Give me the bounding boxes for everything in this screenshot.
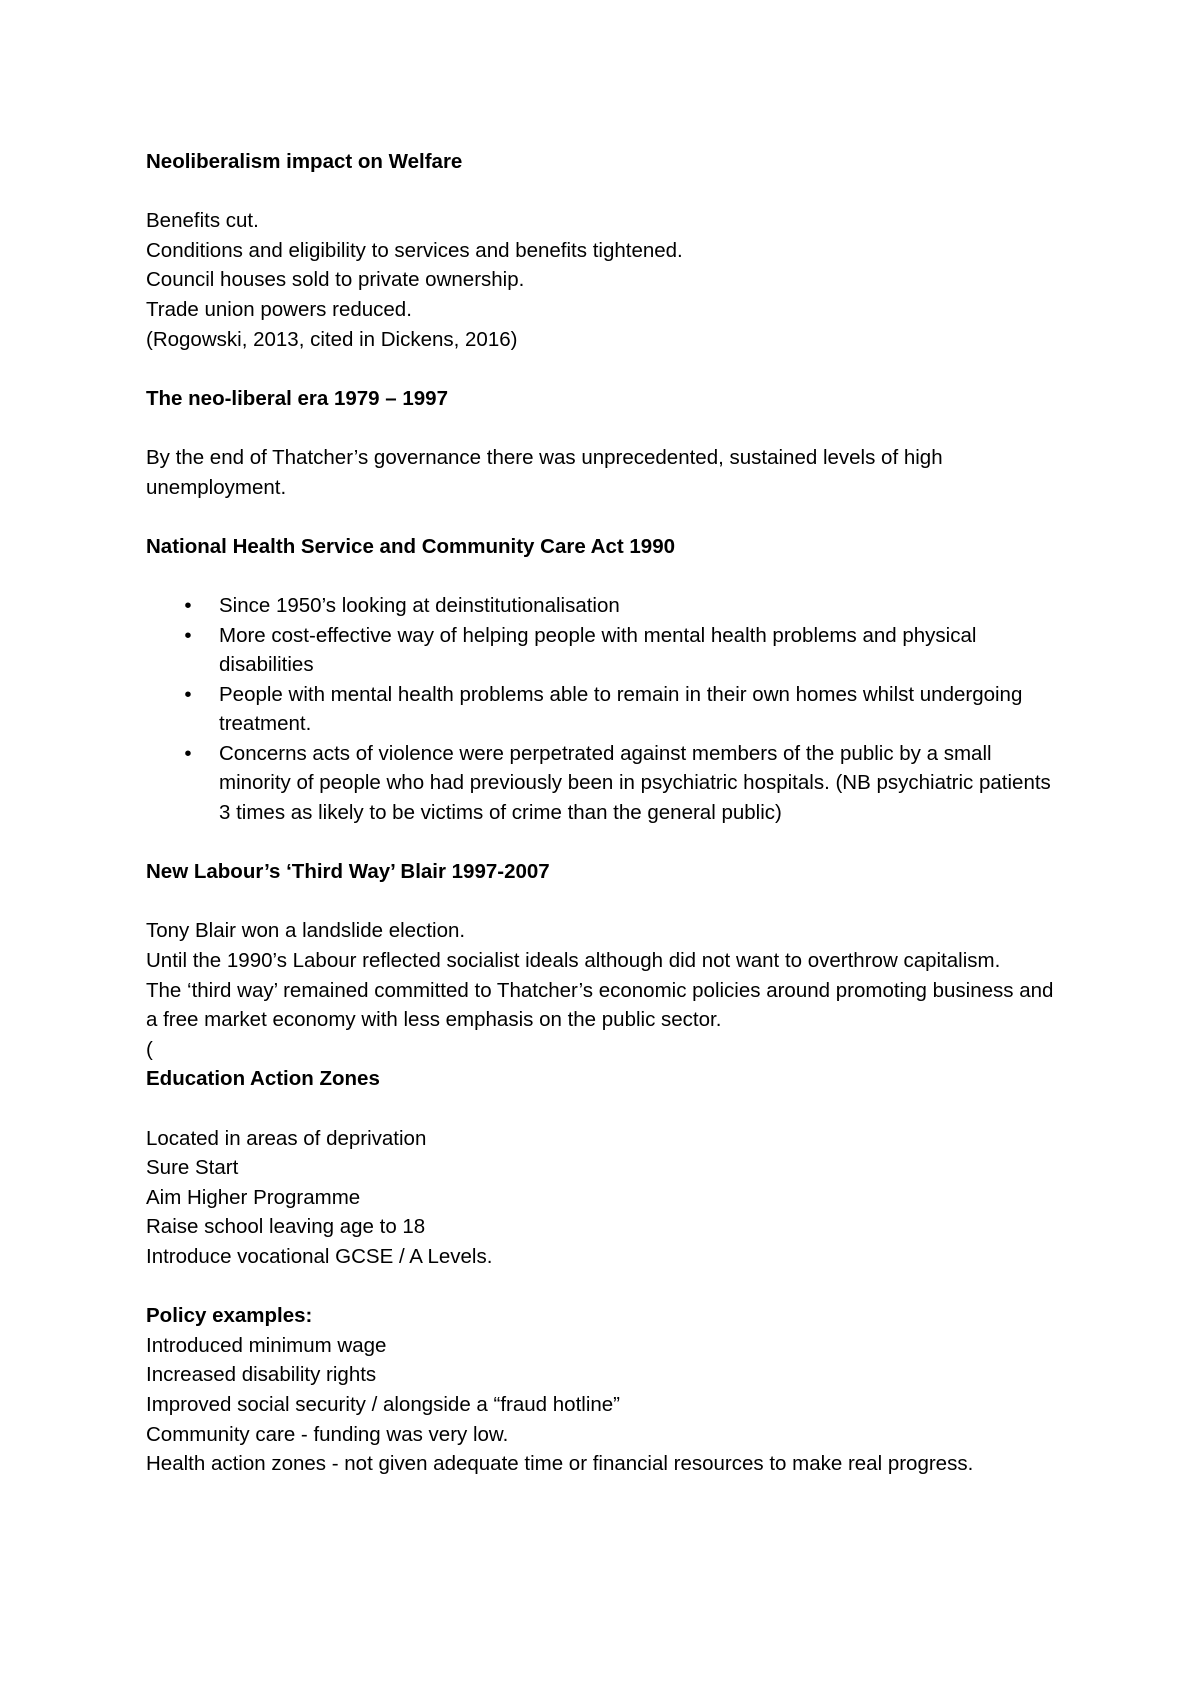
bullet-icon: • [184,682,192,706]
text-line: Raise school leaving age to 18 [146,1215,426,1239]
stray-parenthesis: ( [146,1037,153,1061]
text-line: Trade union powers reduced. [146,297,412,321]
list-item [146,621,1066,680]
heading-neoliberalism: Neoliberalism impact on Welfare [146,150,463,173]
list-item [146,739,1066,828]
list-item [146,680,1066,739]
text-line: Aim Higher Programme [146,1185,361,1209]
text-line: Increased disability rights [146,1363,377,1387]
spacer [146,413,1066,443]
text-line: Tony Blair won a landslide election. [146,919,466,943]
spacer [146,1272,1066,1302]
citation: (Rogowski, 2013, cited in Dickens, 2016) [146,327,518,351]
spacer [146,887,1066,917]
list-item-text: Since 1950’s looking at deinstitutionalisation [219,593,620,617]
heading-education-zones: Education Action Zones [146,1067,380,1091]
heading-policy-examples: Policy examples: [146,1304,313,1328]
list-item-text: Concerns acts of violence were perpetrated against members of the public by a small minority of people who had previously been in psychiatric hospitals. (NB psychiatric patients 3 times as likely to be victims of crime than the general public) [219,741,1051,825]
text-line: Health action zones - not given adequate time or financial resources to make real progress. [146,1452,974,1476]
heading-neoliberal-era: The neo-liberal era 1979 – 1997 [146,386,448,410]
document-body [146,147,1066,1479]
text-line: Introduced minimum wage [146,1333,387,1357]
bullet-icon: • [184,741,192,765]
text-line: Conditions and eligibility to services and benefits tightened. [146,238,683,262]
heading-third-way: New Labour’s ‘Third Way’ Blair 1997-2007 [146,860,550,884]
bullet-icon: • [184,593,192,617]
text-line: Sure Start [146,1156,239,1180]
heading-nhs-act: National Health Service and Community Care Act 1990 [146,534,675,558]
bullet-icon: • [184,623,192,647]
text-line: Until the 1990’s Labour reflected socialist ideals although did not want to overthrow capitalism. [146,949,1001,973]
text-line: Council houses sold to private ownership. [146,268,525,292]
spacer [146,354,1066,384]
bullet-list [146,591,1066,828]
spacer [146,177,1066,207]
list-item [146,591,1066,621]
text-line: Improved social security / alongside a “fraud hotline” [146,1392,621,1416]
spacer [146,828,1066,858]
spacer [146,1094,1066,1124]
text-line: Community care - funding was very low. [146,1422,509,1446]
spacer [146,561,1066,591]
spacer [146,502,1066,532]
list-item-text: More cost-effective way of helping people with mental health problems and physical disabilities [219,623,977,677]
text-line: Located in areas of deprivation [146,1126,427,1150]
text-line: The ‘third way’ remained committed to Thatcher’s economic policies around promoting business and a free market economy with less emphasis on the public sector. [146,978,1054,1032]
text-line: Introduce vocational GCSE / A Levels. [146,1244,493,1268]
text-line: Benefits cut. [146,209,259,233]
paragraph-thatcher: By the end of Thatcher’s governance there was unprecedented, sustained levels of high unemployment. [146,445,943,499]
list-item-text: People with mental health problems able to remain in their own homes whilst undergoing treatment. [219,682,1023,736]
